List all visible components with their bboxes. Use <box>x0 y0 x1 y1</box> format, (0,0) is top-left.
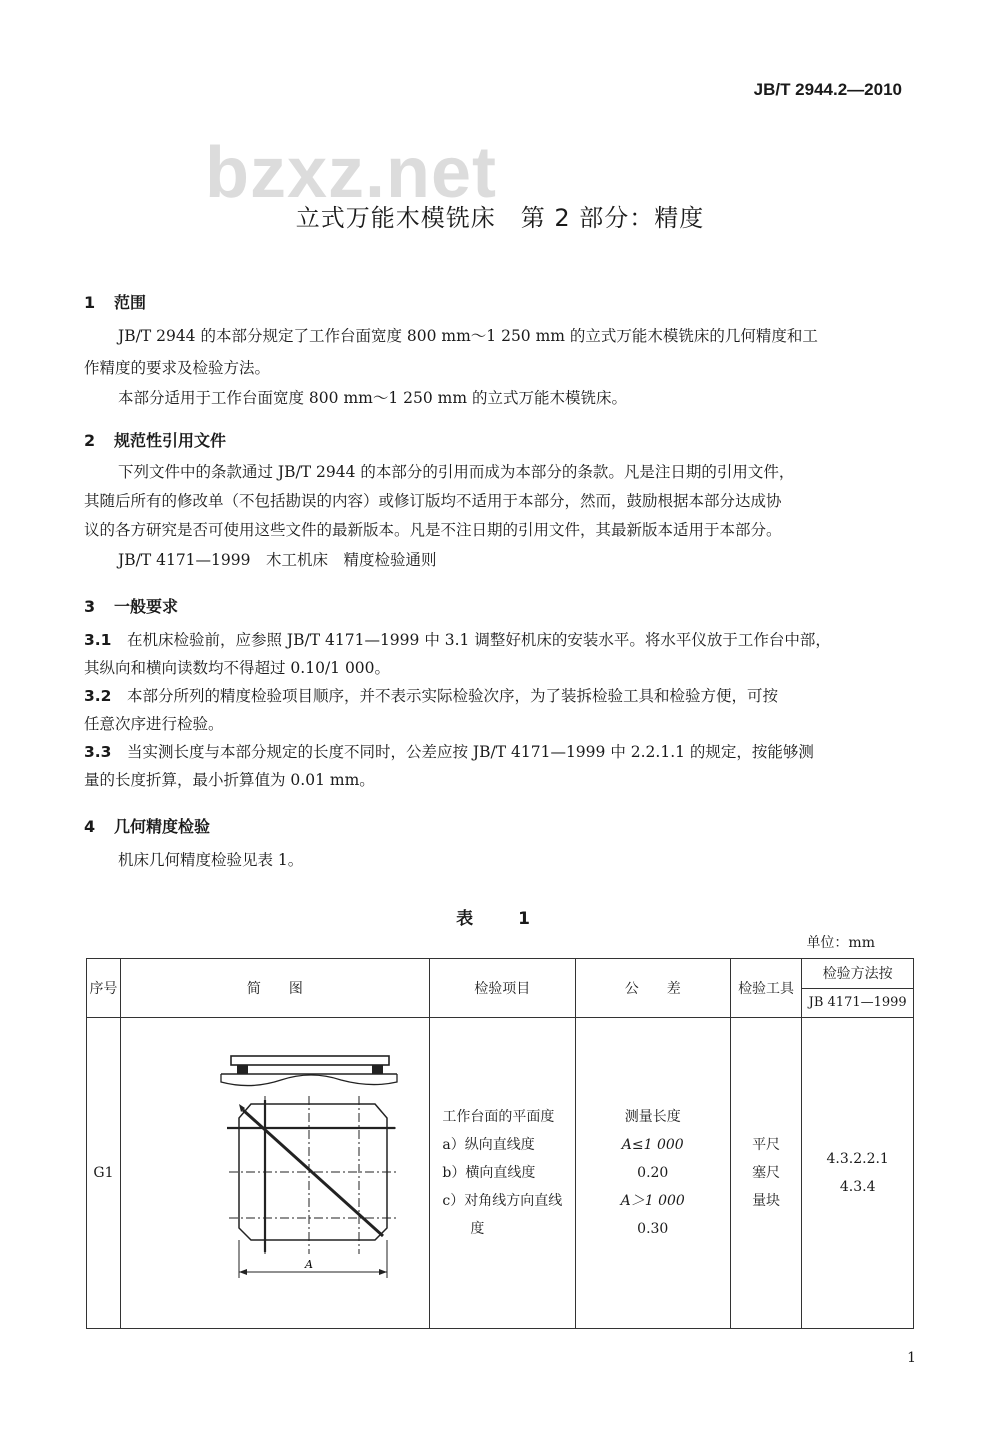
row-method <box>802 1018 914 1329</box>
section-number: 3 <box>84 597 96 616</box>
section-number: 2 <box>84 431 96 450</box>
method-line: 4.3.4 <box>839 1179 876 1195</box>
paragraph-line: JB/T 2944 的本部分规定了工作台面宽度 800 mm～1 250 mm 的立式万能木模铣床的几何精度和工 <box>118 327 818 345</box>
page-number: 1 <box>907 1350 916 1366</box>
section-title: 规范性引用文件 <box>114 431 227 450</box>
method-list <box>802 1145 913 1201</box>
clause-text-cont: 其纵向和横向读数均不得超过 0.10/1 000。 <box>84 659 391 677</box>
clause-number: 3.1 <box>84 631 112 649</box>
section-2-heading <box>84 428 226 451</box>
table-unit: 单位：mm <box>806 935 875 951</box>
section-number: 1 <box>84 293 96 312</box>
clause-number: 3.2 <box>84 687 112 705</box>
clause-number: 3.3 <box>84 743 112 761</box>
clause-3-3 <box>84 738 814 766</box>
clause-text: 当实测长度与本部分规定的长度不同时，公差应按 JB/T 4171—1999 中 2.2.1.1 的规定，按能够测 <box>126 743 814 761</box>
tolerance-line: A＞1 000 <box>620 1193 685 1209</box>
paragraph-line: 议的各方研究是否可使用这些文件的最新版本。凡是不注日期的引用文件，其最新版本适用于本部分。 <box>84 521 782 539</box>
table-title: 表 1 <box>456 909 544 929</box>
header-tolerance: 公 差 <box>575 959 730 1018</box>
table-header-row <box>87 959 914 1018</box>
paragraph-line: 作精度的要求及检验方法。 <box>84 359 271 377</box>
clause-3-1 <box>84 626 831 654</box>
inspection-items <box>442 1103 562 1243</box>
header-method <box>802 959 914 1018</box>
tool-line: 平尺 <box>752 1137 781 1153</box>
tolerance-line: 0.30 <box>637 1221 669 1237</box>
tolerance-line: A≤1 000 <box>621 1137 684 1153</box>
section-1-heading <box>84 290 146 313</box>
tool-line: 塞尺 <box>752 1165 781 1181</box>
section-title: 几何精度检验 <box>114 817 211 836</box>
header-method-bottom: JB 4171—1999 <box>808 994 907 1010</box>
item-line: b）横向直线度 <box>442 1165 536 1181</box>
section-title: 一般要求 <box>114 597 179 616</box>
clause-3-2 <box>84 682 778 710</box>
tool-list <box>731 1131 802 1215</box>
header-item: 检验项目 <box>429 959 575 1018</box>
tolerance-line: 0.20 <box>637 1165 669 1181</box>
table-row <box>87 1018 914 1329</box>
clause-text: 在机床检验前，应参照 JB/T 4171—1999 中 3.1 调整好机床的安装水平。将水平仪放于工作台中部， <box>126 631 831 649</box>
paragraph-line: 下列文件中的条款通过 JB/T 2944 的本部分的引用而成为本部分的条款。凡是注日期的引用文件， <box>118 463 795 481</box>
dimension-label: A <box>304 1258 313 1271</box>
clause-text: 本部分所列的精度检验项目顺序，并不表示实际检验次序，为了装拆检验工具和检验方便，可按 <box>126 687 778 705</box>
header-tool: 检验工具 <box>730 959 802 1018</box>
method-line: 4.3.2.2.1 <box>826 1151 889 1167</box>
tolerance-line: 测量长度 <box>624 1109 681 1125</box>
header-diagram: 简 图 <box>120 959 429 1018</box>
item-line: 度 <box>442 1221 485 1237</box>
document-number: JB/T 2944.2—2010 <box>753 80 902 99</box>
row-diagram <box>120 1018 429 1329</box>
row-tools <box>730 1018 802 1329</box>
clause-text-cont: 任意次序进行检验。 <box>84 715 224 733</box>
item-line: c）对角线方向直线 <box>442 1193 563 1209</box>
paragraph-line: 其随后所有的修改单（不包括勘误的内容）或修订版均不适用于本部分，然而，鼓励根据本部分达成协 <box>84 492 782 510</box>
item-line: 工作台面的平面度 <box>442 1109 555 1125</box>
inspection-table <box>86 958 914 1329</box>
item-line: a）纵向直线度 <box>442 1137 535 1153</box>
reference-document: JB/T 4171—1999 木工机床 精度检验通则 <box>118 551 437 569</box>
section-number: 4 <box>84 817 96 836</box>
paragraph-line: 本部分适用于工作台面宽度 800 mm～1 250 mm 的立式万能木模铣床。 <box>118 389 627 407</box>
header-seq: 序号 <box>87 959 121 1018</box>
row-tolerance <box>575 1018 730 1329</box>
section-title: 范围 <box>114 293 147 312</box>
header-method-top: 检验方法按 <box>802 960 913 989</box>
row-item <box>429 1018 575 1329</box>
tool-line: 量块 <box>752 1193 781 1209</box>
tolerance-values <box>576 1103 730 1243</box>
row-seq: G1 <box>87 1018 121 1329</box>
section-3-heading <box>84 594 178 617</box>
section-4-heading <box>84 814 210 837</box>
paragraph-line: 机床几何精度检验见表 1。 <box>118 851 304 869</box>
clause-text-cont: 量的长度折算，最小折算值为 0.01 mm。 <box>84 771 375 789</box>
worktable-flatness-diagram <box>121 1018 429 1324</box>
document-title: 立式万能木模铣床 第 2 部分：精度 <box>295 204 705 232</box>
watermark: bzxz.net <box>205 133 498 213</box>
